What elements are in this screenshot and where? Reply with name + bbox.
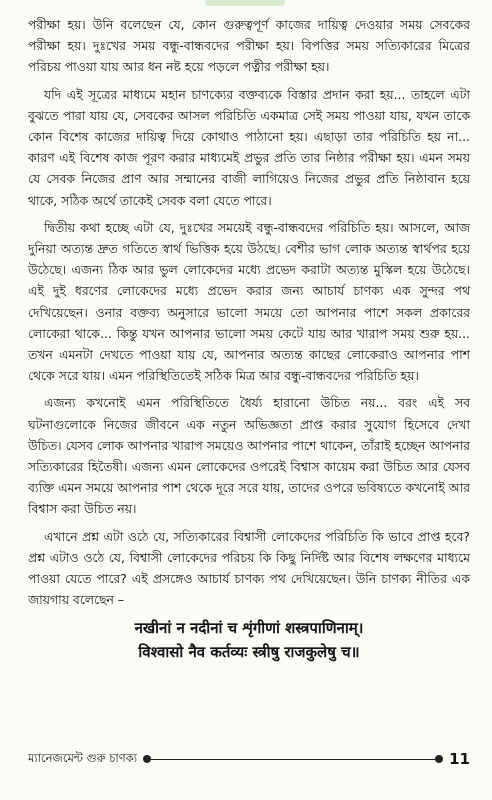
paragraph: এজন্য কখনোই এমন পরিস্থিতিতে ধৈর্য্য হারানো উচিত নয়... বরং এই সব ঘটনাগুলোকে নিজের জীবনে এক নতুন অভিজ্ঞতা প্রাপ্ত করার সুযোগ হিসেবে দেখা উচিত। যেসব লোক আপনার খারাপ সময়েও আপনার পাশে থাকেন, তাঁরাই হচ্ছেন আপনার সত্যিকারের হিতৈষী। এজন্য এমন লোকেদের ওপরেই বিশ্বাস কায়েম করা উচিত আর যেসব ব্যক্তি এমন সময়ে আপনার পাশ থেকে দূরে সরে যায়, তাদের ওপরে ভবিষ্যতে কখনোই আর বিশ্বাস করা উচিত নয়। (28, 395, 470, 517)
footer-bullet (435, 755, 443, 763)
page-header-mark (205, 0, 285, 6)
verse-line: नखीनां न नदीनां च शृंगीणां शस्त्रपाणिनाम्। (134, 619, 364, 638)
book-title: ম্যানেজমেন্ট গুরু চাণক্য (28, 750, 138, 765)
page-body (28, 14, 470, 664)
paragraph: এখানে প্রশ্ন এটা ওঠে যে, সত্যিকারের বিশ্বাসী লোকেদের পরিচিতি কি ভাবে প্রাপ্ত হবে? প্রশ্ন এটাও ওঠে যে, বিশ্বাসী লোকেদের পরিচয় কি কিছু নির্দিষ্ট আর বিশেষ লক্ষণের মাধ্যমে পাওয়া যেতে পারে? এই প্রসঙ্গেও আচার্য চাণক্য পথ দেখিয়েছেন। উনি চাণক্য নীতির এক জায়গায় বলেছেন – (28, 528, 470, 608)
paragraph: দ্বিতীয় কথা হচ্ছে এটা যে, দুঃখের সময়েই বন্ধু-বান্ধবদের পরিচিতি হয়। আসলে, আজ দুনিয়া অত্যন্ত দ্রুত গতিতে স্বার্থ ভিত্তিক হয়ে উঠছে। বেশীর ভাগ লোক অত্যন্ত স্বার্থপর হয়ে উঠেছে। এজন্য ঠিক আর ভুল লোকেদের মধ্যে প্রভেদ করাটা অত্যন্ত মুস্কিল হয়ে উঠেছে। এই দুই ধরণের লোকেদের মধ্যে প্রভেদ করার জন্য আচার্য চাণক্য এক সুন্দর পথ দেখিয়েছেন। ওনার বক্তব্য অনুসারে ভালো সময়ে তো আপনার পাশে সকল প্রকারের লোকেরা থাকে... কিন্তু যখন আপনার ভালো সময় কেটে যায় আর খারাপ সময় শুরু হয়... তখন এমনটা দেখতে পাওয়া যায় যে, আপনার অত্যন্ত কাছের লোকেরাও আপনার পাশ থেকে সরে যায়। এমন পরিস্থিতিতেই সঠিক মিত্র আর বন্ধু-বান্ধবদের পরিচিতি হয়। (28, 219, 470, 384)
page-footer (28, 746, 470, 772)
paragraph: পরীক্ষা হয়। উনি বলেছেন যে, কোন গুরুত্বপূর্ণ কাজের দায়িত্ব দেওয়ার সময় সেবকের পরীক্ষা হয়। দুঃখের সময় বন্ধু-বান্ধবদের পরীক্ষা হয়। বিপত্তির সময় সত্যিকারের মিত্রের পরিচয় পাওয়া যায় আর ধন নষ্ট হয়ে পড়লে পত্নীর পরীক্ষা হয়। (28, 17, 471, 75)
paragraph: যদি এই সূত্রের মাধ্যমে মহান চাণক্যের বক্তব্যকে বিস্তার প্রদান করা হয়... তাহলে এটা বুঝতে পারা যায় যে, সেবকের আসল পরিচিতি একমাত্র সেই সময় পাওয়া যায়, যখন তাকে কোন বিশেষ কাজের দায়িত্ব দিয়ে কোথাও পাঠানো হয়। এছাড়া তার পরিচিতি হয় না... কারণ এই বিশেষ কাজ পূরণ করার মাধ্যমেই প্রভুর প্রতি তার নিষ্ঠার পরীক্ষা হয়। এমন সময় যে সেবক নিজের প্রাণ আর সম্মানের বাজী লাগিয়েও নিজের প্রভুর প্রতি নিষ্ঠাবান হয়ে থাকে, সঠিক অর্থে তাকেই সেবক বলা যেতে পারে। (28, 86, 470, 208)
sanskrit-verse (28, 616, 470, 664)
verse-line: विश्वासो नैव कर्तव्यः स्त्रीषु राजकुलेषु च॥ (138, 643, 360, 662)
footer-rule (147, 759, 439, 760)
footer-bullet (143, 755, 151, 763)
page-number: 11 (449, 750, 470, 768)
